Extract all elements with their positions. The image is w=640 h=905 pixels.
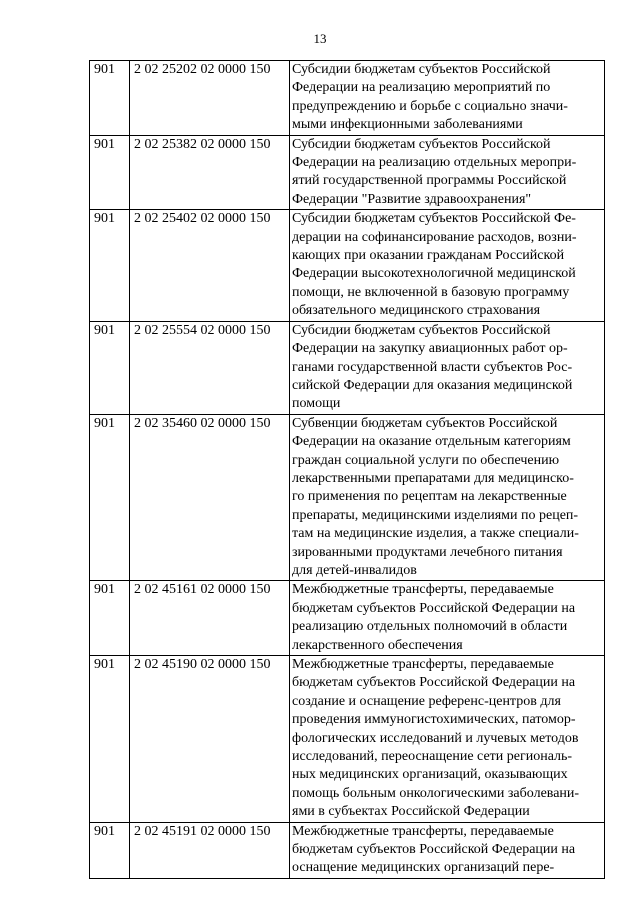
description-line: бюджетам субъектов Российской Федерации на xyxy=(292,675,576,691)
table-row xyxy=(90,321,605,414)
table-row xyxy=(90,210,605,321)
description-line: бюджетам субъектов Российской Федерации на xyxy=(292,600,576,616)
description-cell xyxy=(290,61,605,136)
description-line: Межбюджетные трансферты, передаваемые xyxy=(292,823,554,839)
description-line: кающих при оказании гражданам Российской xyxy=(292,248,565,264)
description-line: лекарственными препаратами для медицинско- xyxy=(292,470,574,486)
description-line: проведения иммуногистохимических, патомор- xyxy=(292,712,576,728)
table-row xyxy=(90,656,605,823)
description-line: го применения по рецептам на лекарственные xyxy=(292,489,567,505)
description-line: препараты, медицинскими изделиями по рецеп- xyxy=(292,507,579,523)
description-line: Федерации на реализацию мероприятий по xyxy=(292,80,551,96)
table-row xyxy=(90,581,605,656)
table-body xyxy=(90,61,605,879)
description-line: Межбюджетные трансферты, передаваемые xyxy=(292,582,554,598)
description-line: Субвенции бюджетам субъектов Российской xyxy=(292,415,558,431)
description-line: реализацию отдельных полномочий в области xyxy=(292,619,568,635)
budget-code-cell: 2 02 25554 02 0000 150 xyxy=(130,321,290,414)
description-cell xyxy=(290,656,605,823)
description-cell xyxy=(290,414,605,581)
description-line: создание и оснащение референс-центров для xyxy=(292,693,561,709)
table-row xyxy=(90,61,605,136)
description-line: дерации на софинансирование расходов, возни- xyxy=(292,229,577,245)
table-row xyxy=(90,822,605,878)
description-cell xyxy=(290,210,605,321)
budget-code-cell: 2 02 45190 02 0000 150 xyxy=(130,656,290,823)
description-line: лекарственного обеспечения xyxy=(292,637,463,653)
description-line: мыми инфекционными заболеваниями xyxy=(292,117,523,133)
description-cell xyxy=(290,321,605,414)
admin-code-cell: 901 xyxy=(90,581,130,656)
budget-code-cell: 2 02 25402 02 0000 150 xyxy=(130,210,290,321)
description-line: ями в субъектах Российской Федерации xyxy=(292,804,530,820)
budget-code-cell: 2 02 45161 02 0000 150 xyxy=(130,581,290,656)
description-line: Федерации "Развитие здравоохранения" xyxy=(292,191,532,207)
description-line: граждан социальной услуги по обеспечению xyxy=(292,452,560,468)
description-line: Федерации на оказание отдельным категориям xyxy=(292,434,571,450)
description-cell xyxy=(290,822,605,878)
budget-codes-table xyxy=(89,60,605,879)
admin-code-cell: 901 xyxy=(90,656,130,823)
description-line: ных медицинских организаций, оказывающих xyxy=(292,767,568,783)
admin-code-cell: 901 xyxy=(90,414,130,581)
description-line: помощи, не включенной в базовую программу xyxy=(292,284,570,300)
description-line: Субсидии бюджетам субъектов Российской Фе- xyxy=(292,211,576,227)
budget-code-cell: 2 02 25202 02 0000 150 xyxy=(130,61,290,136)
description-line: Федерации высокотехнологичной медицинской xyxy=(292,266,576,282)
description-line: Федерации на реализацию отдельных меропри- xyxy=(292,155,577,171)
budget-code-cell: 2 02 45191 02 0000 150 xyxy=(130,822,290,878)
admin-code-cell: 901 xyxy=(90,321,130,414)
description-cell xyxy=(290,581,605,656)
description-line: зированными продуктами лечебного питания xyxy=(292,544,563,560)
description-line: помощи xyxy=(292,396,341,412)
description-line: Межбюджетные трансферты, передаваемые xyxy=(292,657,554,672)
page-number: 13 xyxy=(313,31,327,46)
description-line: помощь больным онкологическими заболевани- xyxy=(292,785,580,801)
description-line: для детей-инвалидов xyxy=(292,562,417,578)
description-line: бюджетам субъектов Российской Федерации на xyxy=(292,842,576,858)
description-line: Федерации на закупку авиационных работ ор- xyxy=(292,341,568,357)
description-line: оснащение медицинских организаций пере- xyxy=(292,860,555,876)
admin-code-cell: 901 xyxy=(90,822,130,878)
description-line: фологических исследований и лучевых методов xyxy=(292,730,579,746)
description-line: сийской Федерации для оказания медицинской xyxy=(292,377,573,393)
description-line: предупреждению и борьбе с социально значи- xyxy=(292,98,568,114)
table-row xyxy=(90,414,605,581)
description-line: Субсидии бюджетам субъектов Российской xyxy=(292,322,551,338)
description-line: ятий государственной программы Российской xyxy=(292,173,567,189)
table-row xyxy=(90,135,605,210)
admin-code-cell: 901 xyxy=(90,135,130,210)
description-line: Субсидии бюджетам субъектов Российской xyxy=(292,62,551,77)
description-line: обязательного медицинского страхования xyxy=(292,303,541,319)
admin-code-cell: 901 xyxy=(90,61,130,136)
description-line: ганами государственной власти субъектов Рос- xyxy=(292,359,573,375)
description-line: Субсидии бюджетам субъектов Российской xyxy=(292,136,551,152)
budget-code-cell: 2 02 35460 02 0000 150 xyxy=(130,414,290,581)
description-line: исследований, переоснащение сети региональ- xyxy=(292,749,573,765)
budget-code-cell: 2 02 25382 02 0000 150 xyxy=(130,135,290,210)
description-cell xyxy=(290,135,605,210)
admin-code-cell: 901 xyxy=(90,210,130,321)
description-line: там на медицинские изделия, а также специали- xyxy=(292,526,579,542)
